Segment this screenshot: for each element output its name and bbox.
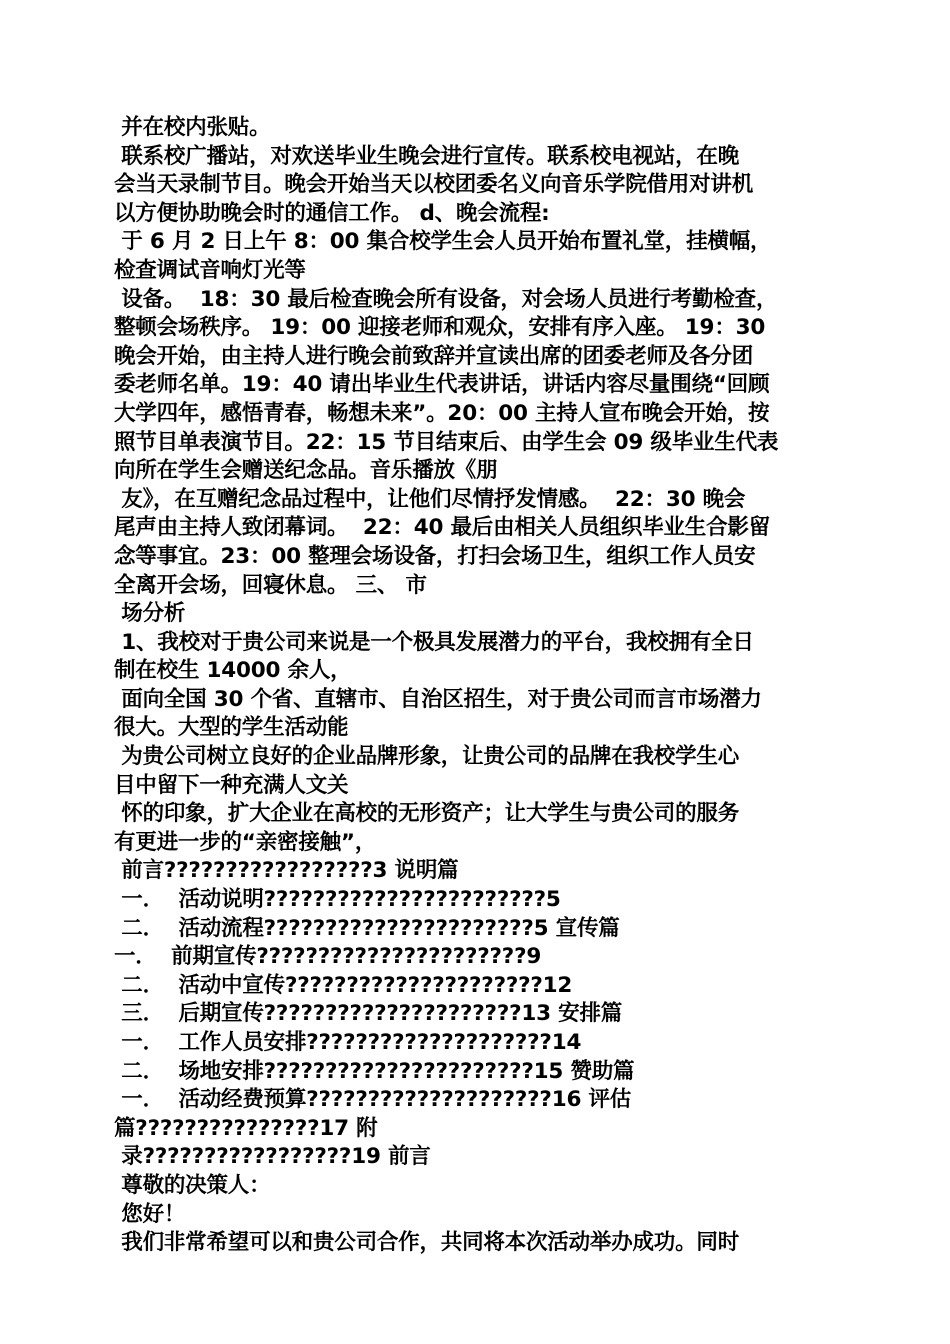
text-line: 大学四年，感悟青春，畅想未来”。20：00 主持人宣布晚会开始，按 [114,400,770,426]
text-line: 尾声由主持人致闭幕词。 22：40 最后由相关人员组织毕业生合影留 [114,515,770,541]
text-line: 设备。 18：30 最后检查晚会所有设备，对会场人员进行考勤检查， [114,286,778,312]
toc-line: 二． 活动流程??????????????????????5 宣传篇 [114,915,620,941]
text-line: 友》，在互赠纪念品过程中，让他们尽情抒发情感。 22：30 晚会 [114,486,746,512]
toc-line: 篇???????????????17 附 [114,1115,378,1141]
text-line: 照节目单表演节目。22：15 节目结束后、由学生会 09 级毕业生代表 [114,429,779,455]
text-line: 场分析 [114,601,186,627]
text-line: 并在校内张贴。 [114,115,271,140]
text-line: 面向全国 30 个省、直辖市、自治区招生，对于贵公司而言市场潜力 [114,686,762,712]
text-line: 全离开会场，回寝休息。 三、 市 [114,572,427,598]
text-line: 您好！ [114,1201,186,1227]
toc-line: 二． 场地安排??????????????????????15 赞助篇 [114,1058,635,1084]
text-line: 很大。大型的学生活动能 [114,715,349,741]
text-line: 检查调试音响灯光等 [114,257,306,283]
toc-line: 二． 活动中宣传?????????????????????12 [114,972,573,998]
toc-line: 录?????????????????19 前言 [114,1144,431,1170]
text-line: 尊敬的决策人： [114,1172,271,1198]
toc-line: 三． 后期宣传?????????????????????13 安排篇 [114,1001,623,1027]
toc-line: 前言?????????????????3 说明篇 [114,858,459,884]
text-line: 联系校广播站，对欢送毕业生晚会进行宣传。联系校电视站，在晚 [114,143,739,169]
text-line: 目中留下一种充满人文关 [114,772,349,798]
text-line: 制在校生 14000 余人， [114,658,352,684]
document-page [114,114,844,1258]
text-line: 1、我校对于贵公司来说是一个极具发展潜力的平台，我校拥有全日 [114,629,754,655]
text-line: 委老师名单。19：40 请出毕业生代表讲话，讲话内容尽量围绕“回顾 [114,372,770,398]
text-line: 念等事宜。23：00 整理会场设备，打扫会场卫生，组织工作人员安 [114,543,756,569]
toc-line: 一． 活动经费预算????????????????????16 评估 [114,1087,632,1113]
text-line: 会当天录制节目。晚会开始当天以校团委名义向音乐学院借用对讲机 [114,172,754,198]
text-line: 于 6 月 2 日上午 8：00 集合校学生会人员开始布置礼堂，挂横幅， [114,229,772,255]
toc-line: 一． 活动说明???????????????????????5 [114,887,561,913]
text-line: 晚会开始，由主持人进行晚会前致辞并宣读出席的团委老师及各分团 [114,343,754,369]
text-line: 我们非常希望可以和贵公司合作，共同将本次活动举办成功。同时 [114,1230,739,1256]
text-line: 为贵公司树立良好的企业品牌形象，让贵公司的品牌在我校学生心 [114,744,739,770]
toc-line: 一． 前期宣传??????????????????????9 [114,944,542,970]
text-line: 向所在学生会赠送纪念品。音乐播放《朋 [114,458,498,484]
toc-line: 一． 工作人员安排????????????????????14 [114,1030,582,1055]
text-line: 怀的印象，扩大企业在高校的无形资产；让大学生与贵公司的服务 [114,801,739,827]
text-line: 整顿会场秩序。 19：00 迎接老师和观众，安排有序入座。 19：30 [114,315,766,341]
text-line: 有更进一步的“亲密接触”， [114,829,377,855]
text-line: 以方便协助晚会时的通信工作。 d、晚会流程: [114,200,550,226]
